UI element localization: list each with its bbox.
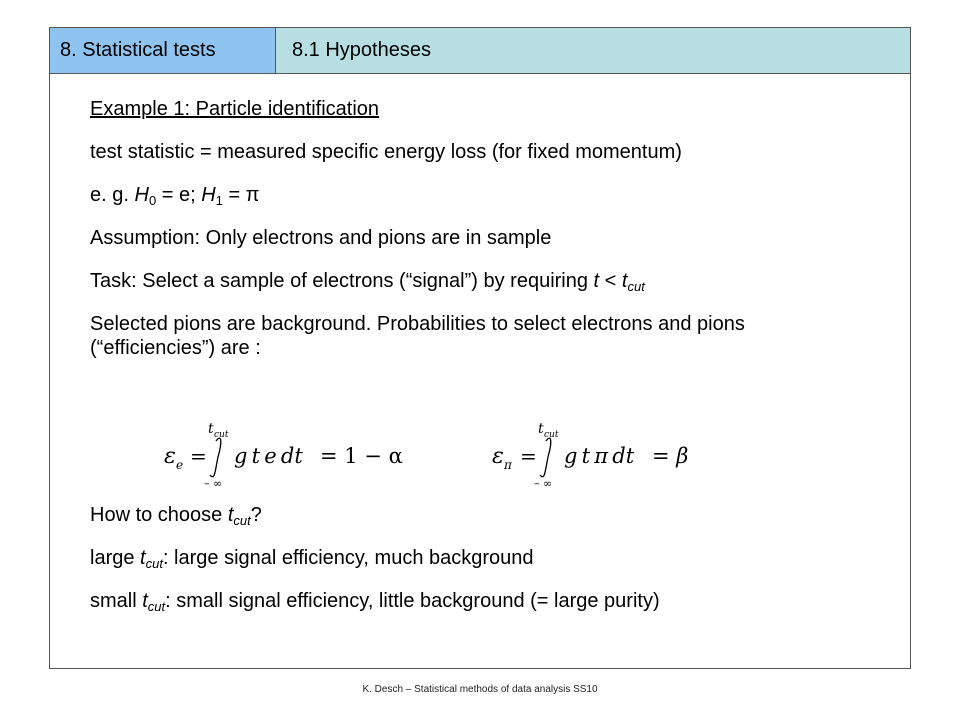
h1-subscript: 1 [215,193,223,208]
rhs-2: = β [652,444,689,468]
hypotheses-line [90,183,259,207]
eg-prefix: e. g. [90,184,135,206]
small-pre: small [90,590,143,612]
assumption-line: Assumption: Only electrons and pions are in sample [90,227,552,249]
upper-cut-1: cut [214,430,229,440]
integral-sign-2 [540,438,551,477]
task-text: Task: Select a sample of electrons (“signal”) by requiring [90,270,594,292]
eps-pi-sub: π [504,458,512,472]
task-cut-subscript: cut [627,279,645,294]
h1-value: = π [222,184,260,206]
task-t: t [593,270,600,292]
how-t: t [227,504,234,526]
upper-cut-2: cut [544,430,559,440]
small-tcut-line [90,589,660,613]
large-pre: large [90,547,141,569]
efficiency-formulas [90,419,870,489]
large-cut-subscript: cut [145,556,163,571]
example-title: Example 1: Particle identification [90,98,380,120]
how-to-choose-line [90,503,262,527]
task-line [90,269,645,293]
lower-inf-1: – ∞ [204,477,223,489]
large-t: t [140,547,146,569]
h1-symbol: H [201,184,216,206]
integral-sign-1 [210,438,221,477]
small-post: : small signal efficiency, little background (= large purity) [165,590,660,612]
how-cut-subscript: cut [233,513,251,528]
pion-efficiency-formula [488,419,748,489]
h0-symbol: H [134,184,149,206]
section-title [50,28,276,73]
slide-header [50,28,910,74]
eps-e: ε [164,444,176,469]
upper-t-1: t [208,421,214,437]
subsection-title-text: 8.1 Hypotheses [292,39,431,61]
h0-subscript: 0 [148,193,157,208]
how-question-mark: ? [250,504,262,526]
task-lt: < [599,270,622,292]
section-title-text: 8. Statistical tests [60,39,216,61]
rhs-1: = 1 − α [320,444,403,468]
small-cut-subscript: cut [147,599,166,614]
slide-frame [49,27,911,669]
selected-line: Selected pions are background. Probabilities to select electrons and pions (“efficiencies”) are : [90,313,745,359]
large-post: : large signal efficiency, much background [162,547,534,569]
eps-pi: ε [492,444,504,469]
eq-1: = [190,444,207,468]
how-text: How to choose [90,504,228,526]
eps-e-sub: e [176,458,184,472]
electron-efficiency-formula [160,419,420,489]
task-tcut: t [621,270,628,292]
test-statistic-line: test statistic = measured specific energy loss (for fixed momentum) [90,141,682,163]
h0-value: = e; [156,184,202,206]
slide-footer: K. Desch – Statistical methods of data analysis SS10 [362,684,598,695]
integrand-1: g t e dt [234,444,303,468]
large-tcut-line [90,546,534,570]
lower-inf-2: – ∞ [534,477,553,489]
small-t: t [142,590,148,612]
subsection-title [276,28,910,73]
integrand-2: g t π dt [564,444,635,468]
upper-t-2: t [538,421,544,437]
eq-2: = [520,444,537,468]
